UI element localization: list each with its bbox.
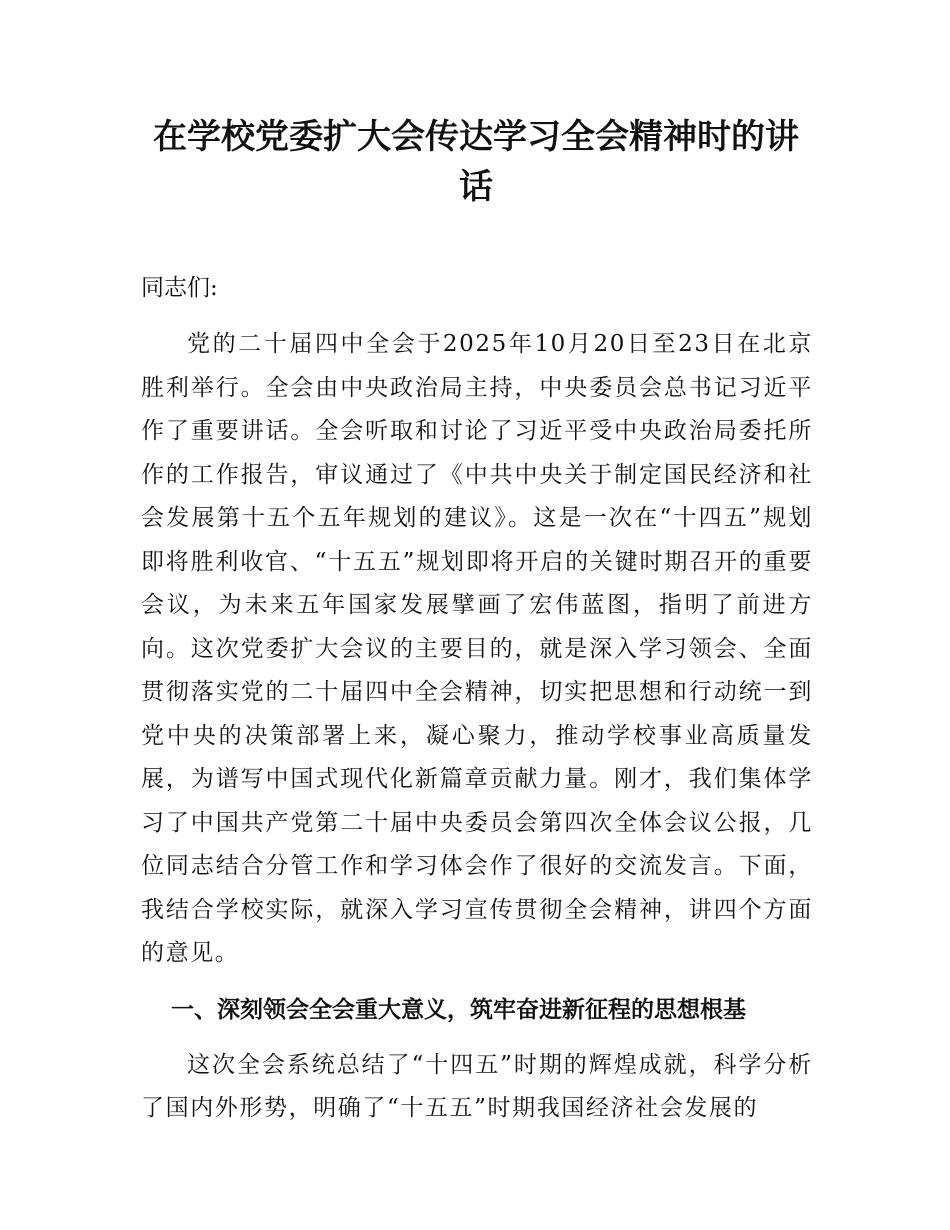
document-body [141, 267, 813, 1131]
section-heading-1: 一、深刻领会全会重大意义，筑牢奋进新征程的思想根基 [171, 996, 746, 1023]
document-title: 在学校党委扩大会传达学习全会精神时的讲话 [153, 117, 799, 207]
salutation: 同志们: [141, 275, 218, 301]
paragraph-intro: 党的二十届四中全会于2025年10月20日至23日在北京胜利举行。全会由中央政治局主持，中央委员会总书记习近平作了重要讲话。全会听取和讨论了习近平受中央政治局委托所作的工作报告，审议通过了《中共中央关于制定国民经济和社会发展第十五个五年规划的建议》。这是一次在“十四五”规划即将胜利收官、“十五五”规划即将开启的关键时期召开的重要会议，为未来五年国家发展擘画了宏伟蓝图，指明了前进方向。这次党委扩大会议的主要目的，就是深入学习领会、全面贯彻落实党的二十届四中全会精神，切实把思想和行动统一到党中央的决策部署上来，凝心聚力，推动学校事业高质量发展，为谱写中国式现代化新篇章贡献力量。刚才，我们集体学习了中国共产党第二十届中央委员会第四次全体会议公报，几位同志结合分管工作和学习体会作了很好的交流发言。下面，我结合学校实际，就深入学习宣传贯彻全会精神，讲四个方面的意见。 [141, 331, 813, 966]
paragraph-section-1: 这次全会系统总结了“十四五”时期的辉煌成就，科学分析了国内外形势，明确了“十五五”时期我国经济社会发展的 [141, 1051, 813, 1121]
